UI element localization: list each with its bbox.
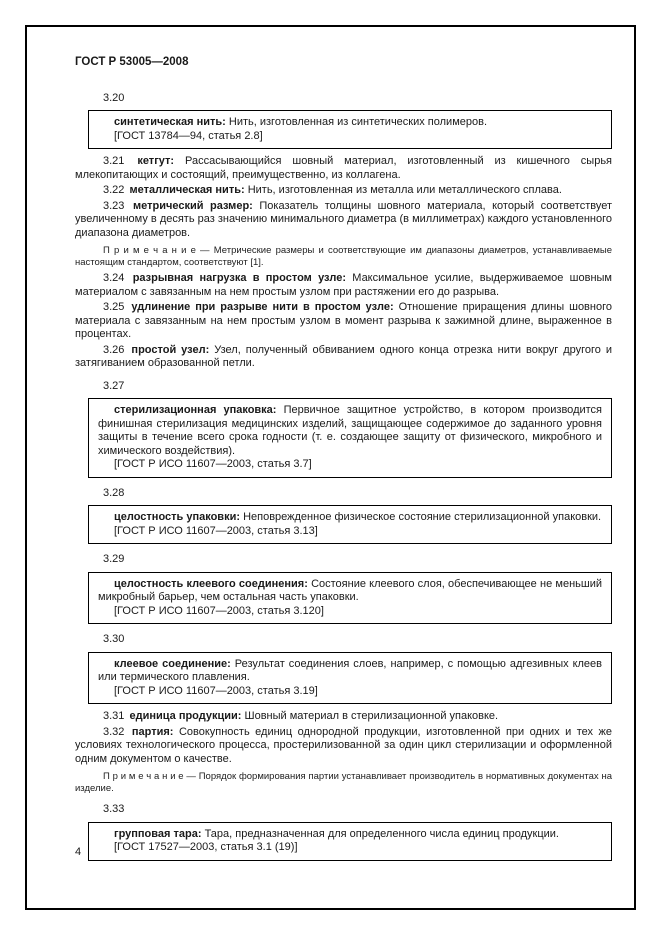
clause-number: 3.31 — [103, 710, 125, 722]
framed-definition — [88, 505, 612, 544]
note-label: П р и м е ч а н и е — — [103, 771, 196, 782]
term: синтетическая нить: — [114, 116, 226, 128]
framed-definition — [88, 652, 612, 705]
definition-text: Максимальное усилие, выдерживаемое шовным материалом с завязанным на нем простым узлом при растяжении его до разрыва. — [75, 272, 612, 298]
definition-paragraph — [75, 200, 612, 241]
source-reference: [ГОСТ Р ИСО 11607—2003, статья 3.120] — [114, 604, 324, 617]
definition-text: Первичное защитное устройство, в котором производится финишная стерилизация медицинских изделий, защищающее содержимое до заданного уровня защиты в течение всего срока годности (т. е. создающее защиту от физического, микробного и химического воздействия). — [98, 404, 602, 457]
definition-paragraph — [75, 272, 612, 299]
source-reference: [ГОСТ 17527—2003, статья 3.1 (19)] — [114, 841, 298, 853]
term: клеевое соединение: — [114, 657, 231, 670]
clause-number: 3.28 — [103, 486, 125, 499]
clause-number: 3.30 — [103, 633, 125, 645]
definition-text: Совокупность единиц однородной продукции, изготовленной при одних и тех же условиях технологического процесса, простерилизованной за один цикл стерилизации и оформленной одним документом о качестве. — [75, 725, 612, 765]
document-id-header: ГОСТ Р 53005—2008 — [75, 56, 189, 68]
note-paragraph — [75, 771, 612, 794]
definition-line — [98, 578, 602, 605]
term: стерилизационная упаковка: — [114, 404, 277, 416]
framed-definition — [88, 822, 612, 861]
framed-definition — [88, 398, 612, 478]
definition-paragraph — [75, 155, 612, 182]
term: метрический размер: — [132, 199, 253, 212]
definition-text: Состояние клеевого слоя, обеспечивающее не меньший микробный барьер, чем остальная часть упаковки. — [98, 577, 602, 603]
definition-text: Узел, полученный обвиванием одного конца отрезка нити вокруг другого и затягиванием образованной петли. — [75, 343, 613, 369]
source-reference: [ГОСТ Р ИСО 11607—2003, статья 3.7] — [114, 458, 312, 470]
term: разрывная нагрузка в простом узле: — [132, 272, 346, 284]
definition-paragraph — [75, 726, 612, 767]
clause-number: 3.23 — [103, 199, 125, 212]
term: металлическая нить: — [129, 184, 245, 196]
note-text: Порядок формирования партии устанавливает производитель в нормативных документах на изделие. — [75, 771, 612, 794]
definition-text: Неповрежденное физическое состояние стерилизационной упаковки. — [243, 511, 602, 523]
document-page — [75, 56, 612, 867]
definition-text: Показатель толщины шовного материала, который соответствует увеличенному в десять раз значению минимального диаметра (в миллиметрах) каждого установленного диапазона диаметров. — [75, 199, 613, 239]
term: кетгут: — [137, 155, 175, 167]
clause-number: 3.27 — [103, 379, 125, 392]
term: удлинение при разрыве нити в простом узле: — [131, 301, 394, 313]
definition-text: Нить, изготовленная из синтетических полимеров. — [228, 116, 488, 128]
note-label: П р и м е ч а н и е — — [103, 245, 210, 256]
clause-number: 3.33 — [103, 803, 125, 815]
definition-text: Нить, изготовленная из металла или металлического сплава. — [247, 184, 562, 196]
definition-text: Шовный материал в стерилизационной упаковке. — [244, 710, 499, 722]
clause-number: 3.20 — [103, 91, 125, 104]
clause-number: 3.25 — [103, 301, 125, 313]
term: групповая тара: — [114, 827, 202, 840]
framed-definition — [88, 110, 612, 149]
definition-paragraph — [75, 344, 612, 371]
definition-line — [98, 828, 602, 842]
framed-definition — [88, 572, 612, 625]
clause-number: 3.24 — [103, 272, 125, 284]
clause-number: 3.32 — [103, 725, 125, 738]
clause-number: 3.29 — [103, 553, 125, 565]
note-paragraph — [75, 245, 612, 268]
definition-line — [98, 511, 602, 525]
definition-text: Тара, предназначенная для определенного числа единиц продукции. — [204, 827, 559, 840]
term: партия: — [131, 725, 174, 738]
term: целостность упаковки: — [114, 511, 240, 523]
source-reference: [ГОСТ 13784—94, статья 2.8] — [114, 129, 263, 142]
clause-number: 3.21 — [103, 155, 125, 167]
clause-number: 3.22 — [103, 184, 125, 196]
term: единица продукции: — [129, 710, 242, 722]
note-text: Метрические размеры и соответствующие им диапазоны диаметров, устанавливаемые настоящим стандартом, соответствуют [1]. — [75, 245, 613, 268]
definition-text: Рассасывающийся шовный материал, изготовленный из кишечного сырья млекопитающих и состоящий, преимущественно, из коллагена. — [75, 155, 613, 181]
definition-line — [98, 116, 602, 130]
clause-number: 3.26 — [103, 343, 125, 356]
term: целостность клеевого соединения: — [114, 577, 308, 590]
source-reference: [ГОСТ Р ИСО 11607—2003, статья 3.13] — [114, 524, 318, 537]
definition-text: Отношение приращения длины шовного материала с завязанным на нем простым узлом в момент разрыва к зажимной длине, выраженное в процентах. — [75, 301, 612, 340]
definition-text: Результат соединения слоев, например, с помощью адгезивных клеев или термического плавления. — [98, 657, 602, 683]
term: простой узел: — [131, 343, 210, 356]
definition-line — [98, 404, 602, 458]
definition-paragraph — [75, 184, 612, 198]
definition-paragraph — [75, 710, 612, 724]
definition-paragraph — [75, 301, 612, 342]
source-reference: [ГОСТ Р ИСО 11607—2003, статья 3.19] — [114, 684, 318, 697]
definition-line — [98, 658, 602, 685]
page-number: 4 — [75, 846, 82, 858]
